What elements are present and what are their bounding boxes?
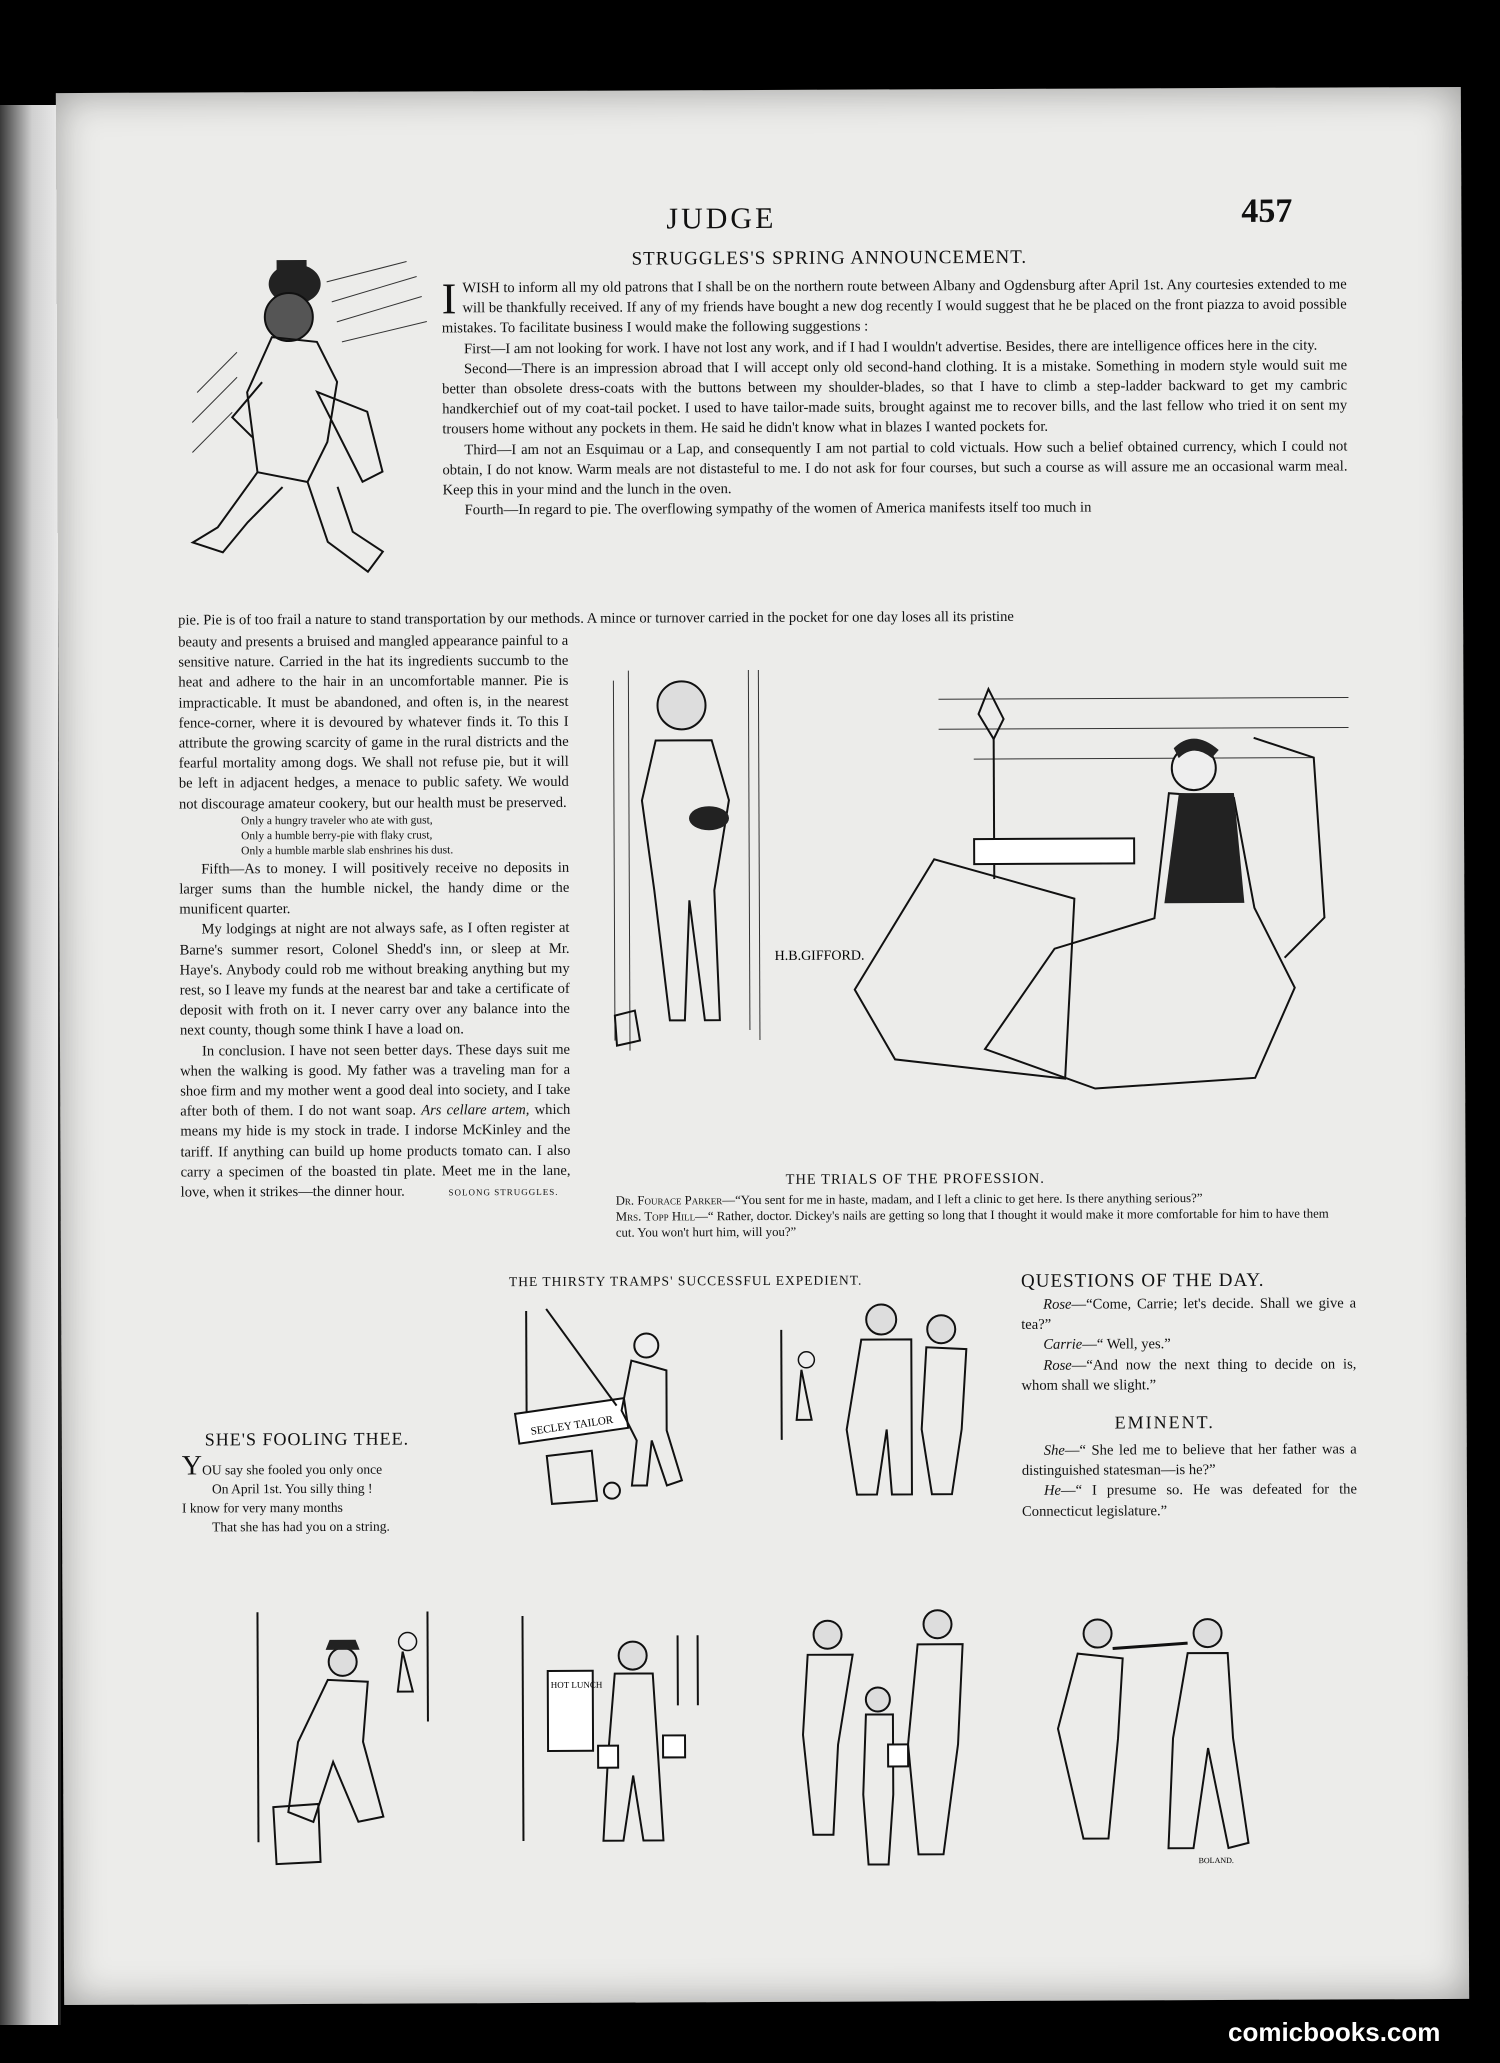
thirsty-panel-6 — [1027, 1588, 1273, 1874]
rose-line-2 — [1021, 1354, 1356, 1396]
fooling-title: SHE'S FOOLING THEE. — [204, 1428, 410, 1450]
trials-caption-title: THE TRIALS OF THE PROFESSION. — [785, 1170, 1045, 1188]
artist-signature: H.B.GIFFORD. — [774, 948, 865, 964]
left-column — [178, 631, 570, 1204]
fooling-poem — [181, 1450, 562, 1537]
carrie-speech: —“ Well, yes.” — [1082, 1336, 1171, 1354]
questions-title: QUESTIONS OF THE DAY. — [1020, 1269, 1265, 1292]
thirsty-panel-5 — [767, 1584, 1013, 1880]
he-line — [1022, 1480, 1357, 1522]
watermark: comicbooks.com — [1228, 2017, 1441, 2047]
conclusion-text: In conclusion. I have not seen better days. These days suit me when the walking is good. My father was a traveling man for a shoe firm and my mother went a good deal into society, and I take after both of them. I do not want soap. — [180, 1041, 571, 1120]
article-intro-block — [442, 274, 1348, 520]
hot-lunch-sign: HOT LUNCH — [550, 1679, 603, 1690]
poem-line-3: I know for very many months — [181, 1499, 343, 1516]
verse-line: Only a humble berry-pie with flaky crust, — [241, 829, 433, 843]
tailor-sign: SECLEY TAILOR — [529, 1413, 614, 1438]
page-number: 457 — [1241, 192, 1293, 230]
first-paragraph: First—I am not looking for work. I have not lost any work, and if I had I wouldn't advertise. Besides, there are intelligence offices here in the city. — [463, 337, 1318, 357]
speaker-doctor: Dr. Fourace Parker — [615, 1193, 723, 1208]
boland-signature: BOLAND. — [1198, 1855, 1234, 1866]
rose-line-1 — [1021, 1293, 1356, 1335]
fourth-paragraph-middle: pie. Pie is of too frail a nature to stand transportation by our methods. A mince or turnover carried in the pocket for one day loses all its pristine — [178, 608, 1014, 629]
conclusion-text-2: which means my hide is my stock in trade. I indorse McKinley and the tariff. If anything can build up home products tomato can. I also carry a specimen of the boasted tin plate. Meet me in the lane, love, when it strikes—the dinner hour. — [180, 1102, 571, 1201]
tramp-illustration — [176, 241, 442, 582]
he-name: He — [1043, 1483, 1062, 1500]
she-line — [1022, 1439, 1357, 1481]
he-speech: —“ I presume so. He was defeated for the Connecticut legislature.” — [1021, 1481, 1357, 1520]
conclusion-paragraph — [180, 1039, 571, 1203]
lodgings-paragraph: My lodgings at night are not always safe, as I often register at Barne's summer resort, Colonel Shedd's inn, or sleep at Mr. Haye's. Anybody could rob me without breaking anything but my rest, so I leave my funds at the nearest bar and take a certificate of deposit with froth on it. I never carry over any balance into the next county, though some think I have a load on. — [179, 920, 570, 1039]
rose-speech-1: —“Come, Carrie; let's decide. Shall we give a tea?” — [1021, 1295, 1357, 1334]
verse-line: Only a humble marble slab enshrines his dust. — [241, 844, 454, 858]
speaker-mrs-topp-hill: Mrs. Topp Hill — [615, 1209, 696, 1224]
carrie-line — [1021, 1334, 1356, 1356]
article-title: STRUGGLES'S SPRING ANNOUNCEMENT. — [631, 246, 1028, 270]
eminent-title: EMINENT. — [1114, 1412, 1215, 1433]
fourth-paragraph-end: beauty and presents a bruised and mangled appearance painful to a sensitive nature. Carried in the hat its ingredients succumb to the heat and adhere to the hair in an uncomfortable manner. Pie is impracticable. It must be abandoned, and often is, in the nearest fence-corner, where it is devoured by whatever finds it. To this I attribute the growing scarcity of game in the rural districts and the fearful mortality among dogs. We shall not refuse pie, but it will be left in adjacent hedges, a menace to public safety. We would not discourage amateur cookery, but our health must be preserved. — [178, 632, 569, 813]
caption-line-2 — [616, 1205, 1346, 1240]
adjacent-page-edge — [0, 105, 61, 2025]
poem-line-1 — [181, 1450, 562, 1482]
doctor-line: —“You sent for me in haste, madam, and I left a clinic to get here. Is there anything serious?” — [722, 1191, 1203, 1208]
latin-phrase: Ars cellare artem, — [421, 1102, 530, 1119]
poem-text-1: OU say she fooled you only once — [202, 1461, 383, 1478]
masthead: JUDGE — [666, 201, 777, 236]
poem-line-2: On April 1st. You silly thing ! — [211, 1480, 373, 1497]
intro-text: WISH to inform all my old patrons that I shall be on the northern route between Albany and Ogdensburg after April 1st. Any courtesies extended to me will be thankfully received. If any of my friends have bought a new dog recently I would suggest that he be placed on the front piazza to avoid possible mistakes. To facilitate business I would make the following suggestions : — [441, 276, 1347, 337]
poem-line-4: That she has had you on a string. — [212, 1518, 390, 1535]
trials-cartoon — [593, 657, 1350, 1170]
second-paragraph: Second—There is an impression abroad that I will accept only old second-hand clothing. It is a mistake. Something in modern style would suit me better than obsolete dress-coats with the buttons between my shoulder-blades, so that I have to climb a step-ladder backward to get my cambric handkerchief out of my coat-tail pocket. I used to have tailor-made suits, brought against me to recover bills, and the last fellow who tried it on sent my trousers home without any pockets in them. He said he didn't know what in blazes I wanted pockets for. — [442, 357, 1348, 438]
thirsty-tramps-title: THE THIRSTY TRAMPS' SUCCESSFUL EXPEDIENT. — [508, 1272, 863, 1290]
mrs-line: —“ Rather, doctor. Dickey's nails are getting so long that I thought it would make it more comfortable for him to have them cut. You won't hurt him, will you?” — [615, 1206, 1329, 1240]
fifth-paragraph: Fifth—As to money. I will positively receive no deposits in larger sums than the humble nickel, the handy dime or the munificent quarter. — [179, 859, 570, 918]
intro-paragraph — [442, 274, 1347, 339]
rose-name-2: Rose — [1043, 1357, 1072, 1374]
eminent-body — [1022, 1439, 1357, 1521]
rose-name: Rose — [1043, 1296, 1072, 1313]
fooling-dropcap: Y — [181, 1450, 203, 1482]
trials-caption — [616, 1189, 1346, 1240]
she-name: She — [1043, 1442, 1065, 1459]
third-paragraph: Third—I am not an Esquimau or a Lap, and consequently I am not partial to cold victuals. How such a belief obtained currency, which I could not obtain, I do not know. Warm meals are not distasteful to me. I do not ask for four courses, but such a course as will assure me an occasional warm meal. Keep this in your mind and the lunch in the oven. — [442, 438, 1348, 499]
verse-line: Only a hungry traveler who ate with gust, — [240, 814, 433, 828]
thirsty-panel-2 — [761, 1289, 1012, 1505]
questions-body — [1021, 1293, 1356, 1395]
rose-speech-2: —“And now the next thing to decide on is, whom shall we slight.” — [1021, 1356, 1357, 1394]
carrie-name: Carrie — [1043, 1337, 1083, 1354]
she-speech: —“ She led me to believe that her father was a distinguished statesman—is he?” — [1021, 1441, 1357, 1480]
thirsty-panel-3 — [237, 1591, 488, 1877]
thirsty-panel-4 — [502, 1595, 748, 1881]
pie-verse — [179, 813, 569, 860]
fourth-paragraph-full-line — [178, 605, 1348, 630]
magazine-page — [56, 87, 1469, 2005]
dropcap: I — [441, 274, 457, 324]
article-signature: SOLONG STRUGGLES. — [448, 1186, 559, 1198]
fourth-paragraph-start: Fourth—In regard to pie. The overflowing sympathy of the women of America manifests itself too much in — [464, 499, 1092, 519]
